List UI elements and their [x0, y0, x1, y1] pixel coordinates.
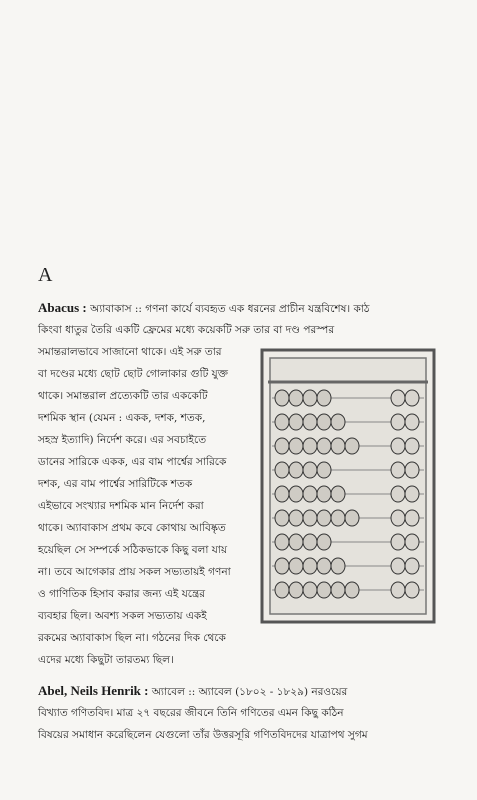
- abel-entry-line-3: বিষয়ের সমাধান করেছিলেন যেগুলো তাঁর উত্তরসূরি গণিতবিদদের যাত্রাপথ সুগম: [38, 729, 368, 741]
- abacus-bead: [303, 390, 317, 406]
- abacus-bead: [275, 534, 289, 550]
- abacus-entry-line-11: থাকে। অ্যাবাকাস প্রথম কবে কোথায় আবিষ্কৃত: [38, 522, 226, 534]
- abacus-bead: [405, 438, 419, 454]
- abacus-bead: [317, 462, 331, 478]
- abacus-bead: [345, 438, 359, 454]
- abacus-bead: [289, 558, 303, 574]
- abacus-bead: [303, 414, 317, 430]
- abacus-entry-line-16: রকমের অ্যাবাকাস ছিল না। গঠনের দিক থেকে: [38, 632, 226, 644]
- abacus-drawing: [258, 346, 438, 626]
- abacus-bead: [303, 462, 317, 478]
- abacus-entry-line-7: সহস্র ইত্যাদি) নির্দেশ করে। এর সবচাইতে: [38, 434, 207, 446]
- abacus-entry-line-3: সমান্তরালভাবে সাজানো থাকে। এই সরু তার: [38, 346, 222, 358]
- abacus-bead: [289, 390, 303, 406]
- abacus-bead: [405, 462, 419, 478]
- abacus-bead: [275, 582, 289, 598]
- abacus-bead: [289, 510, 303, 526]
- abacus-bead: [391, 582, 405, 598]
- abacus-entry-line-4: বা দণ্ডের মধ্যে ছোট ছোট গোলাকার গুটি যুক্ত: [38, 368, 228, 380]
- abacus-bead: [317, 390, 331, 406]
- section-letter: A: [38, 264, 53, 286]
- abacus-headword: Abacus :: [38, 300, 87, 315]
- abacus-bead: [303, 510, 317, 526]
- abacus-bead: [275, 438, 289, 454]
- abacus-bead: [317, 414, 331, 430]
- abacus-bead: [317, 510, 331, 526]
- abacus-entry-line-1: [38, 302, 438, 315]
- abacus-bead: [331, 510, 345, 526]
- abacus-bead: [391, 510, 405, 526]
- abacus-text: অ্যাবাকাস :: গণনা কার্যে ব্যবহৃত এক ধরনের প্রাচীন যন্ত্রবিশেষ। কাঠ: [90, 303, 370, 315]
- abacus-bead: [391, 414, 405, 430]
- abacus-bead: [289, 534, 303, 550]
- abacus-bead: [303, 486, 317, 502]
- abel-entry-line-1: [38, 685, 438, 698]
- abacus-bead: [345, 510, 359, 526]
- abacus-bead: [391, 438, 405, 454]
- abacus-bead: [405, 534, 419, 550]
- abacus-entry-line-10: এইভাবে সংখ্যার দশমিক মান নির্দেশ করা: [38, 500, 204, 512]
- abacus-illustration: [258, 346, 438, 626]
- abacus-bead: [391, 534, 405, 550]
- abacus-bead: [317, 582, 331, 598]
- abacus-bead: [391, 390, 405, 406]
- abacus-bead: [275, 558, 289, 574]
- abacus-bead: [331, 438, 345, 454]
- abacus-bead: [405, 582, 419, 598]
- abel-text: অ্যাবেল :: অ্যাবেল (১৮০২ - ১৮২৯) নরওয়ের: [151, 686, 348, 698]
- abacus-bead: [405, 558, 419, 574]
- abacus-bead: [345, 582, 359, 598]
- abacus-bead: [275, 510, 289, 526]
- abacus-entry-line-13: না। তবে আগেকার প্রায় সকল সভ্যতায়ই গণনা: [38, 566, 231, 578]
- abacus-entry-line-12: হয়েছিল সে সম্পর্কে সঠিকভাকে কিছু বলা যায়: [38, 544, 228, 556]
- abacus-bead: [303, 438, 317, 454]
- abacus-entry-line-17: এদের মধ্যে কিছুটা তারতম্য ছিল।: [38, 654, 174, 666]
- abacus-bead: [331, 582, 345, 598]
- abacus-bead: [289, 582, 303, 598]
- abacus-bead: [331, 414, 345, 430]
- abacus-entry-line-2: কিংবা ধাতুর তৈরি একটি ফ্রেমের মধ্যে কয়েকটি সরু তার বা দণ্ড পরস্পর: [38, 324, 335, 336]
- abacus-bead: [303, 558, 317, 574]
- abacus-bead: [275, 414, 289, 430]
- abacus-bead: [289, 438, 303, 454]
- abacus-bead: [391, 486, 405, 502]
- abacus-bead: [405, 390, 419, 406]
- abacus-bead: [275, 486, 289, 502]
- abacus-bead: [275, 462, 289, 478]
- abacus-bead: [391, 558, 405, 574]
- abacus-bead: [289, 414, 303, 430]
- abacus-bead: [289, 462, 303, 478]
- abacus-entry-line-8: ডানের সারিকে একক, এর বাম পার্শ্বের সারিকে: [38, 456, 227, 468]
- abacus-bead: [303, 534, 317, 550]
- abel-headword: Abel, Neils Henrik :: [38, 683, 149, 698]
- abel-entry-line-2: বিখ্যাত গণিতবিদ। মাত্র ২৭ বছরের জীবনে তিনি গণিতের এমন কিছু কঠিন: [38, 707, 344, 719]
- abacus-bead: [331, 558, 345, 574]
- abacus-bead: [391, 462, 405, 478]
- abacus-bead: [275, 390, 289, 406]
- abacus-bead: [405, 414, 419, 430]
- abacus-entry-line-9: দশক, এর বাম পার্শ্বের সারিটিকে শতক: [38, 478, 193, 490]
- abacus-bead: [331, 486, 345, 502]
- abacus-bead: [317, 438, 331, 454]
- abacus-bead: [405, 510, 419, 526]
- abacus-bead: [405, 486, 419, 502]
- abacus-entry-line-6: দশমিক স্থান (যেমন : একক, দশক, শতক,: [38, 412, 206, 424]
- abacus-entry-line-15: ব্যবহার ছিল। অবশ্য সকল সভ্যতায় একই: [38, 610, 207, 622]
- abacus-bead: [317, 558, 331, 574]
- abacus-entry-line-5: থাকে। সমান্তরাল প্রত্যেকটি তার এককেটি: [38, 390, 208, 402]
- abacus-entry-line-14: ও গাণিতিক হিসাব করার জন্য এই যন্ত্রের: [38, 588, 206, 600]
- abacus-bead: [289, 486, 303, 502]
- abacus-bead: [317, 486, 331, 502]
- abacus-bead: [317, 534, 331, 550]
- abacus-bead: [303, 582, 317, 598]
